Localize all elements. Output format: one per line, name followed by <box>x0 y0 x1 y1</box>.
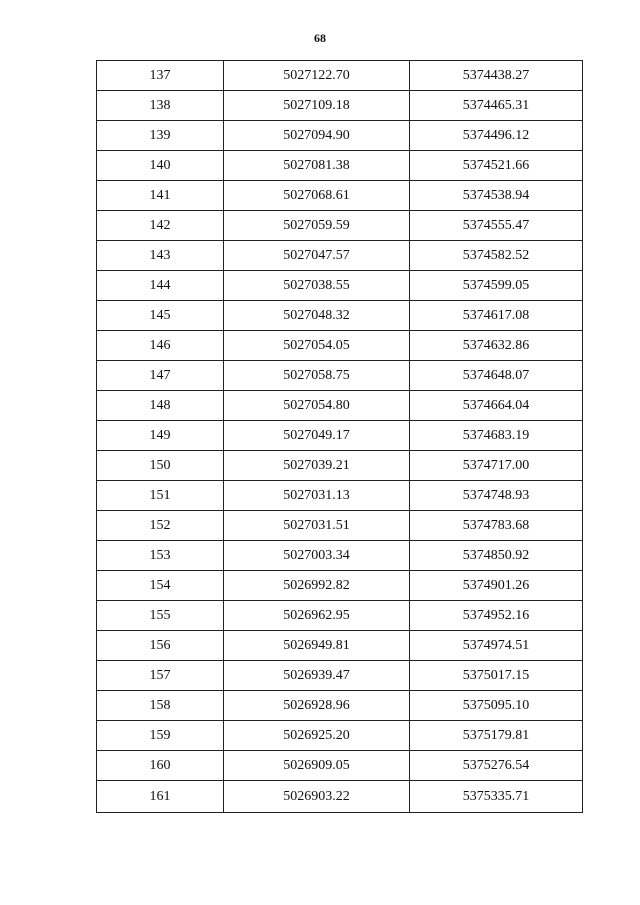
y-coordinate-cell: 5374617.08 <box>410 301 583 331</box>
y-coordinate-cell: 5374438.27 <box>410 61 583 91</box>
y-coordinate-cell: 5375276.54 <box>410 751 583 781</box>
x-coordinate-cell: 5026992.82 <box>224 571 410 601</box>
point-number-cell: 137 <box>97 61 224 91</box>
x-coordinate-cell: 5026903.22 <box>224 781 410 813</box>
table-row <box>97 631 583 661</box>
point-number-cell: 139 <box>97 121 224 151</box>
x-coordinate-cell: 5027049.17 <box>224 421 410 451</box>
point-number-cell: 145 <box>97 301 224 331</box>
point-number-cell: 141 <box>97 181 224 211</box>
y-coordinate-cell: 5374952.16 <box>410 601 583 631</box>
x-coordinate-cell: 5027054.05 <box>224 331 410 361</box>
point-number-cell: 138 <box>97 91 224 121</box>
y-coordinate-cell: 5374538.94 <box>410 181 583 211</box>
y-coordinate-cell: 5375179.81 <box>410 721 583 751</box>
y-coordinate-cell: 5375017.15 <box>410 661 583 691</box>
x-coordinate-cell: 5026949.81 <box>224 631 410 661</box>
table-row <box>97 691 583 721</box>
coordinates-table-body <box>97 61 583 813</box>
x-coordinate-cell: 5026939.47 <box>224 661 410 691</box>
x-coordinate-cell: 5027047.57 <box>224 241 410 271</box>
x-coordinate-cell: 5027054.80 <box>224 391 410 421</box>
point-number-cell: 159 <box>97 721 224 751</box>
y-coordinate-cell: 5375095.10 <box>410 691 583 721</box>
point-number-cell: 154 <box>97 571 224 601</box>
table-row <box>97 661 583 691</box>
point-number-cell: 161 <box>97 781 224 813</box>
table-row <box>97 361 583 391</box>
point-number-cell: 158 <box>97 691 224 721</box>
point-number-cell: 143 <box>97 241 224 271</box>
table-row <box>97 451 583 481</box>
y-coordinate-cell: 5374664.04 <box>410 391 583 421</box>
x-coordinate-cell: 5027003.34 <box>224 541 410 571</box>
table-row <box>97 301 583 331</box>
x-coordinate-cell: 5026928.96 <box>224 691 410 721</box>
x-coordinate-cell: 5026909.05 <box>224 751 410 781</box>
table-row <box>97 781 583 813</box>
table-row <box>97 751 583 781</box>
table-row <box>97 721 583 751</box>
table-row <box>97 151 583 181</box>
y-coordinate-cell: 5374974.51 <box>410 631 583 661</box>
point-number-cell: 140 <box>97 151 224 181</box>
table-row <box>97 211 583 241</box>
x-coordinate-cell: 5027039.21 <box>224 451 410 481</box>
y-coordinate-cell: 5374783.68 <box>410 511 583 541</box>
point-number-cell: 155 <box>97 601 224 631</box>
x-coordinate-cell: 5027122.70 <box>224 61 410 91</box>
point-number-cell: 149 <box>97 421 224 451</box>
y-coordinate-cell: 5374901.26 <box>410 571 583 601</box>
table-row <box>97 391 583 421</box>
point-number-cell: 160 <box>97 751 224 781</box>
table-row <box>97 331 583 361</box>
table-row <box>97 91 583 121</box>
x-coordinate-cell: 5027048.32 <box>224 301 410 331</box>
x-coordinate-cell: 5027058.75 <box>224 361 410 391</box>
x-coordinate-cell: 5026962.95 <box>224 601 410 631</box>
table-row <box>97 571 583 601</box>
y-coordinate-cell: 5374850.92 <box>410 541 583 571</box>
y-coordinate-cell: 5374599.05 <box>410 271 583 301</box>
table-row <box>97 61 583 91</box>
table-row <box>97 601 583 631</box>
y-coordinate-cell: 5374683.19 <box>410 421 583 451</box>
page-number: 68 <box>314 31 326 45</box>
x-coordinate-cell: 5027031.13 <box>224 481 410 511</box>
x-coordinate-cell: 5027094.90 <box>224 121 410 151</box>
y-coordinate-cell: 5374555.47 <box>410 211 583 241</box>
point-number-cell: 152 <box>97 511 224 541</box>
y-coordinate-cell: 5374717.00 <box>410 451 583 481</box>
table-row <box>97 421 583 451</box>
table-row <box>97 481 583 511</box>
table-row <box>97 241 583 271</box>
x-coordinate-cell: 5027109.18 <box>224 91 410 121</box>
y-coordinate-cell: 5374496.12 <box>410 121 583 151</box>
x-coordinate-cell: 5027059.59 <box>224 211 410 241</box>
point-number-cell: 142 <box>97 211 224 241</box>
y-coordinate-cell: 5374632.86 <box>410 331 583 361</box>
table-row <box>97 121 583 151</box>
y-coordinate-cell: 5374648.07 <box>410 361 583 391</box>
x-coordinate-cell: 5027038.55 <box>224 271 410 301</box>
point-number-cell: 150 <box>97 451 224 481</box>
table-row <box>97 511 583 541</box>
point-number-cell: 153 <box>97 541 224 571</box>
y-coordinate-cell: 5374465.31 <box>410 91 583 121</box>
point-number-cell: 157 <box>97 661 224 691</box>
x-coordinate-cell: 5026925.20 <box>224 721 410 751</box>
point-number-cell: 148 <box>97 391 224 421</box>
point-number-cell: 144 <box>97 271 224 301</box>
point-number-cell: 147 <box>97 361 224 391</box>
table-row <box>97 541 583 571</box>
x-coordinate-cell: 5027081.38 <box>224 151 410 181</box>
table-row <box>97 271 583 301</box>
y-coordinate-cell: 5374521.66 <box>410 151 583 181</box>
y-coordinate-cell: 5374582.52 <box>410 241 583 271</box>
y-coordinate-cell: 5375335.71 <box>410 781 583 813</box>
y-coordinate-cell: 5374748.93 <box>410 481 583 511</box>
point-number-cell: 146 <box>97 331 224 361</box>
x-coordinate-cell: 5027031.51 <box>224 511 410 541</box>
table-row <box>97 181 583 211</box>
point-number-cell: 151 <box>97 481 224 511</box>
coordinates-table <box>96 60 583 813</box>
x-coordinate-cell: 5027068.61 <box>224 181 410 211</box>
point-number-cell: 156 <box>97 631 224 661</box>
